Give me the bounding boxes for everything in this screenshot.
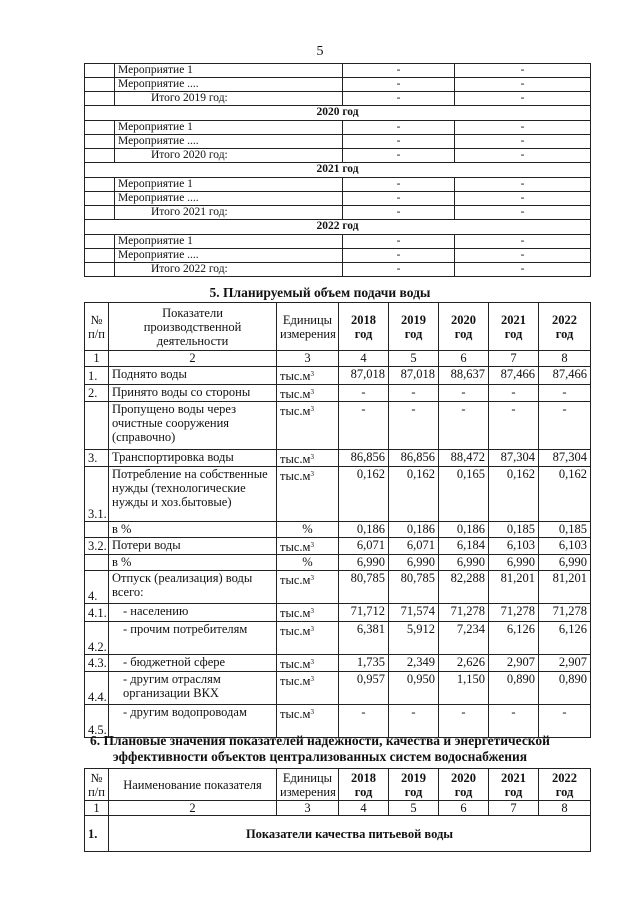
superscript: 3 bbox=[310, 453, 314, 461]
event-value: - bbox=[343, 64, 455, 78]
column-number: 8 bbox=[539, 801, 591, 816]
superscript: 3 bbox=[310, 607, 314, 615]
event-name: Мероприятие 1 bbox=[115, 121, 343, 135]
event-value: - bbox=[455, 64, 591, 78]
event-value: - bbox=[455, 149, 591, 163]
value-cell: 6,990 bbox=[489, 555, 539, 571]
superscript: 3 bbox=[310, 541, 314, 549]
table-row bbox=[85, 555, 591, 571]
unit: $тыс.м^3$ bbox=[277, 367, 339, 385]
event-value: - bbox=[343, 192, 455, 206]
value-cell: 81,201 bbox=[489, 571, 539, 604]
unit: $тыс.м^3$ bbox=[277, 467, 339, 522]
row-number bbox=[85, 402, 109, 450]
row-number bbox=[85, 522, 109, 538]
event-value: - bbox=[343, 149, 455, 163]
header-year: 2021 год bbox=[489, 769, 539, 801]
row-number bbox=[85, 178, 115, 192]
value-cell: 2,907 bbox=[489, 655, 539, 672]
value-cell: 82,288 bbox=[439, 571, 489, 604]
row-number: 3.2. bbox=[85, 538, 109, 555]
table-row bbox=[85, 149, 591, 163]
value-cell: 87,466 bbox=[539, 367, 591, 385]
event-value: - bbox=[455, 78, 591, 92]
superscript: 3 bbox=[310, 405, 314, 413]
value-cell: 86,856 bbox=[339, 450, 389, 467]
event-name: Мероприятие .... bbox=[115, 249, 343, 263]
table-row bbox=[85, 604, 591, 622]
row-number: 4.1. bbox=[85, 604, 109, 622]
superscript: 3 bbox=[310, 658, 314, 666]
column-number: 1 bbox=[85, 351, 109, 367]
value-cell: 88,637 bbox=[439, 367, 489, 385]
indicator-name: Пропущено воды через очистные сооружения (справочно) bbox=[109, 402, 277, 450]
indicator-name: - населению bbox=[109, 604, 277, 622]
value-cell: 0,162 bbox=[489, 467, 539, 522]
table-row bbox=[85, 467, 591, 522]
table-row bbox=[85, 367, 591, 385]
value-cell: 71,278 bbox=[489, 604, 539, 622]
column-number: 7 bbox=[489, 801, 539, 816]
section6-title-line2: эффективности объектов централизованных систем водоснабжения bbox=[112, 749, 528, 764]
indicator-name: - другим отраслям организации ВКХ bbox=[109, 672, 277, 705]
value-cell: 0,185 bbox=[539, 522, 591, 538]
value-cell: 0,186 bbox=[389, 522, 439, 538]
value-cell: 71,278 bbox=[439, 604, 489, 622]
row-number bbox=[85, 121, 115, 135]
table-row bbox=[85, 78, 591, 92]
value-cell: 87,304 bbox=[539, 450, 591, 467]
table-row bbox=[85, 622, 591, 655]
row-number bbox=[85, 555, 109, 571]
indicator-name: Потребление на собственные нужды (технологические нужды и хоз.бытовые) bbox=[109, 467, 277, 522]
value-cell: 6,071 bbox=[339, 538, 389, 555]
event-value: - bbox=[343, 263, 455, 277]
value-cell: 0,890 bbox=[539, 672, 591, 705]
unit: $тыс.м^3$ bbox=[277, 450, 339, 467]
row-number bbox=[85, 192, 115, 206]
event-name: Мероприятие .... bbox=[115, 78, 343, 92]
event-value: - bbox=[455, 249, 591, 263]
value-cell: - bbox=[339, 385, 389, 402]
value-cell: 0,890 bbox=[489, 672, 539, 705]
row-number: 3.1. bbox=[85, 467, 109, 522]
value-cell: 6,990 bbox=[439, 555, 489, 571]
value-cell: 0,185 bbox=[489, 522, 539, 538]
unit: $тыс.м^3$ bbox=[277, 604, 339, 622]
table-row bbox=[85, 92, 591, 106]
column-number: 5 bbox=[389, 801, 439, 816]
events-table bbox=[84, 63, 591, 277]
value-cell: - bbox=[389, 705, 439, 738]
value-cell: 0,165 bbox=[439, 467, 489, 522]
event-name: Мероприятие 1 bbox=[115, 64, 343, 78]
header-indicator: Показатели производственной деятельности bbox=[109, 303, 277, 351]
table-row bbox=[85, 522, 591, 538]
row-number: 1. bbox=[85, 816, 109, 852]
event-value: - bbox=[455, 135, 591, 149]
value-cell: - bbox=[389, 402, 439, 450]
row-number bbox=[85, 135, 115, 149]
event-value: - bbox=[455, 92, 591, 106]
indicator-name: - прочим потребителям bbox=[109, 622, 277, 655]
column-number: 6 bbox=[439, 351, 489, 367]
row-number: 1. bbox=[85, 367, 109, 385]
year-heading: 2021 год bbox=[85, 163, 591, 178]
table-row bbox=[85, 816, 591, 852]
event-value: - bbox=[343, 135, 455, 149]
value-cell: 87,018 bbox=[339, 367, 389, 385]
column-number: 3 bbox=[277, 351, 339, 367]
table-row bbox=[85, 64, 591, 78]
event-name: Мероприятие .... bbox=[115, 192, 343, 206]
table-row bbox=[85, 450, 591, 467]
event-name: Итого 2019 год: bbox=[115, 92, 343, 106]
value-cell: 71,574 bbox=[389, 604, 439, 622]
row-number bbox=[85, 149, 115, 163]
value-cell: 6,103 bbox=[489, 538, 539, 555]
table-row bbox=[85, 385, 591, 402]
value-cell: 2,907 bbox=[539, 655, 591, 672]
column-number: 8 bbox=[539, 351, 591, 367]
row-section-heading: Показатели качества питьевой воды bbox=[109, 816, 591, 852]
column-number: 6 bbox=[439, 801, 489, 816]
value-cell: 5,912 bbox=[389, 622, 439, 655]
value-cell: 6,071 bbox=[389, 538, 439, 555]
row-number: 4.4. bbox=[85, 672, 109, 705]
header-year: 2022 год bbox=[539, 769, 591, 801]
header-unit: Единицы измерения bbox=[277, 303, 339, 351]
header-year: 2018 год bbox=[339, 303, 389, 351]
value-cell: 0,162 bbox=[389, 467, 439, 522]
header-year: 2020 год bbox=[439, 303, 489, 351]
value-cell: 0,186 bbox=[339, 522, 389, 538]
column-number: 4 bbox=[339, 351, 389, 367]
table-row bbox=[85, 655, 591, 672]
value-cell: 6,184 bbox=[439, 538, 489, 555]
value-cell: 71,278 bbox=[539, 604, 591, 622]
value-cell: 6,126 bbox=[539, 622, 591, 655]
page-number: 5 bbox=[316, 44, 324, 59]
section6-title-line1: 6. Плановые значения показателей надежности, качества и энергетической bbox=[90, 733, 550, 748]
value-cell: 7,234 bbox=[439, 622, 489, 655]
event-value: - bbox=[455, 235, 591, 249]
unit: $тыс.м^3$ bbox=[277, 655, 339, 672]
table-row bbox=[85, 206, 591, 220]
value-cell: 0,162 bbox=[539, 467, 591, 522]
event-value: - bbox=[343, 178, 455, 192]
unit: $тыс.м^3$ bbox=[277, 622, 339, 655]
value-cell: 2,349 bbox=[389, 655, 439, 672]
value-cell: 88,472 bbox=[439, 450, 489, 467]
row-number: 4.3. bbox=[85, 655, 109, 672]
header-year: 2019 год bbox=[389, 769, 439, 801]
row-number bbox=[85, 249, 115, 263]
column-number: 4 bbox=[339, 801, 389, 816]
superscript: 3 bbox=[310, 708, 314, 716]
value-cell: 80,785 bbox=[339, 571, 389, 604]
event-value: - bbox=[343, 92, 455, 106]
unit: $тыс.м^3$ bbox=[277, 538, 339, 555]
value-cell: 6,103 bbox=[539, 538, 591, 555]
value-cell: - bbox=[439, 385, 489, 402]
event-value: - bbox=[455, 206, 591, 220]
superscript: 3 bbox=[310, 625, 314, 633]
year-heading: 2020 год bbox=[85, 106, 591, 121]
table-row bbox=[85, 672, 591, 705]
row-number bbox=[85, 235, 115, 249]
row-number bbox=[85, 263, 115, 277]
year-heading-row bbox=[85, 106, 591, 121]
value-cell: 71,712 bbox=[339, 604, 389, 622]
value-cell: - bbox=[339, 402, 389, 450]
value-cell: 80,785 bbox=[389, 571, 439, 604]
column-number: 2 bbox=[109, 351, 277, 367]
superscript: 3 bbox=[310, 470, 314, 478]
table-row bbox=[85, 263, 591, 277]
event-value: - bbox=[455, 121, 591, 135]
unit: $тыс.м^3$ bbox=[277, 672, 339, 705]
event-value: - bbox=[455, 178, 591, 192]
value-cell: - bbox=[439, 705, 489, 738]
header-year: 2020 год bbox=[439, 769, 489, 801]
table-header-row bbox=[85, 303, 591, 351]
indicators-table bbox=[84, 768, 591, 852]
column-number: 7 bbox=[489, 351, 539, 367]
column-number: 1 bbox=[85, 801, 109, 816]
value-cell: - bbox=[439, 402, 489, 450]
unit: % bbox=[277, 522, 339, 538]
indicator-name: Поднято воды bbox=[109, 367, 277, 385]
header-year: 2022 год bbox=[539, 303, 591, 351]
unit: $тыс.м^3$ bbox=[277, 402, 339, 450]
value-cell: - bbox=[489, 385, 539, 402]
value-cell: 87,304 bbox=[489, 450, 539, 467]
event-value: - bbox=[343, 235, 455, 249]
event-value: - bbox=[343, 121, 455, 135]
indicator-name: - другим водопроводам bbox=[109, 705, 277, 738]
section5-title: 5. Планируемый объем подачи воды bbox=[209, 285, 431, 300]
event-name: Мероприятие .... bbox=[115, 135, 343, 149]
value-cell: 6,381 bbox=[339, 622, 389, 655]
header-year: 2021 год bbox=[489, 303, 539, 351]
row-number: 2. bbox=[85, 385, 109, 402]
unit: $тыс.м^3$ bbox=[277, 571, 339, 604]
value-cell: 6,990 bbox=[339, 555, 389, 571]
year-heading-row bbox=[85, 220, 591, 235]
year-heading: 2022 год bbox=[85, 220, 591, 235]
table-row bbox=[85, 402, 591, 450]
column-numbers-row bbox=[85, 801, 591, 816]
header-num: № п/п bbox=[85, 303, 109, 351]
unit: % bbox=[277, 555, 339, 571]
superscript: 3 bbox=[310, 675, 314, 683]
header-year: 2018 год bbox=[339, 769, 389, 801]
row-number: 4.5. bbox=[85, 705, 109, 738]
value-cell: - bbox=[539, 402, 591, 450]
water-supply-table bbox=[84, 302, 591, 738]
header-year: 2019 год bbox=[389, 303, 439, 351]
column-number: 5 bbox=[389, 351, 439, 367]
value-cell: 6,126 bbox=[489, 622, 539, 655]
event-value: - bbox=[455, 263, 591, 277]
event-name: Мероприятие 1 bbox=[115, 235, 343, 249]
value-cell: 86,856 bbox=[389, 450, 439, 467]
row-number bbox=[85, 64, 115, 78]
value-cell: 87,466 bbox=[489, 367, 539, 385]
indicator-name: Отпуск (реализация) воды всего: bbox=[109, 571, 277, 604]
event-value: - bbox=[343, 78, 455, 92]
header-num: № п/п bbox=[85, 769, 109, 801]
event-name: Итого 2022 год: bbox=[115, 263, 343, 277]
value-cell: 1,735 bbox=[339, 655, 389, 672]
event-value: - bbox=[455, 192, 591, 206]
header-unit: Единицы измерения bbox=[277, 769, 339, 801]
superscript: 3 bbox=[310, 370, 314, 378]
value-cell: 2,626 bbox=[439, 655, 489, 672]
value-cell: 0,957 bbox=[339, 672, 389, 705]
value-cell: - bbox=[389, 385, 439, 402]
unit: $тыс.м^3$ bbox=[277, 705, 339, 738]
row-number bbox=[85, 92, 115, 106]
event-value: - bbox=[343, 249, 455, 263]
row-number bbox=[85, 206, 115, 220]
column-number: 2 bbox=[109, 801, 277, 816]
row-number: 3. bbox=[85, 450, 109, 467]
value-cell: - bbox=[489, 402, 539, 450]
table-row bbox=[85, 192, 591, 206]
table-row bbox=[85, 235, 591, 249]
row-number: 4.2. bbox=[85, 622, 109, 655]
table-row bbox=[85, 178, 591, 192]
row-number bbox=[85, 78, 115, 92]
indicator-name: Транспортировка воды bbox=[109, 450, 277, 467]
indicator-name: в % bbox=[109, 555, 277, 571]
value-cell: 0,950 bbox=[389, 672, 439, 705]
table-row bbox=[85, 121, 591, 135]
header-indicator: Наименование показателя bbox=[109, 769, 277, 801]
column-number: 3 bbox=[277, 801, 339, 816]
superscript: 3 bbox=[310, 574, 314, 582]
year-heading-row bbox=[85, 163, 591, 178]
row-number: 4. bbox=[85, 571, 109, 604]
table-row bbox=[85, 538, 591, 555]
indicator-name: Потери воды bbox=[109, 538, 277, 555]
table-row bbox=[85, 571, 591, 604]
event-name: Мероприятие 1 bbox=[115, 178, 343, 192]
table-row bbox=[85, 249, 591, 263]
value-cell: - bbox=[539, 385, 591, 402]
value-cell: 81,201 bbox=[539, 571, 591, 604]
value-cell: 6,990 bbox=[539, 555, 591, 571]
value-cell: - bbox=[539, 705, 591, 738]
table-header-row bbox=[85, 769, 591, 801]
value-cell: - bbox=[489, 705, 539, 738]
value-cell: 0,162 bbox=[339, 467, 389, 522]
indicator-name: в % bbox=[109, 522, 277, 538]
unit: $тыс.м^3$ bbox=[277, 385, 339, 402]
column-numbers-row bbox=[85, 351, 591, 367]
event-name: Итого 2020 год: bbox=[115, 149, 343, 163]
value-cell: 6,990 bbox=[389, 555, 439, 571]
value-cell: - bbox=[339, 705, 389, 738]
superscript: 3 bbox=[310, 388, 314, 396]
event-value: - bbox=[343, 206, 455, 220]
value-cell: 0,186 bbox=[439, 522, 489, 538]
event-name: Итого 2021 год: bbox=[115, 206, 343, 220]
value-cell: 87,018 bbox=[389, 367, 439, 385]
indicator-name: Принято воды со стороны bbox=[109, 385, 277, 402]
indicator-name: - бюджетной сфере bbox=[109, 655, 277, 672]
value-cell: 1,150 bbox=[439, 672, 489, 705]
table-row bbox=[85, 135, 591, 149]
